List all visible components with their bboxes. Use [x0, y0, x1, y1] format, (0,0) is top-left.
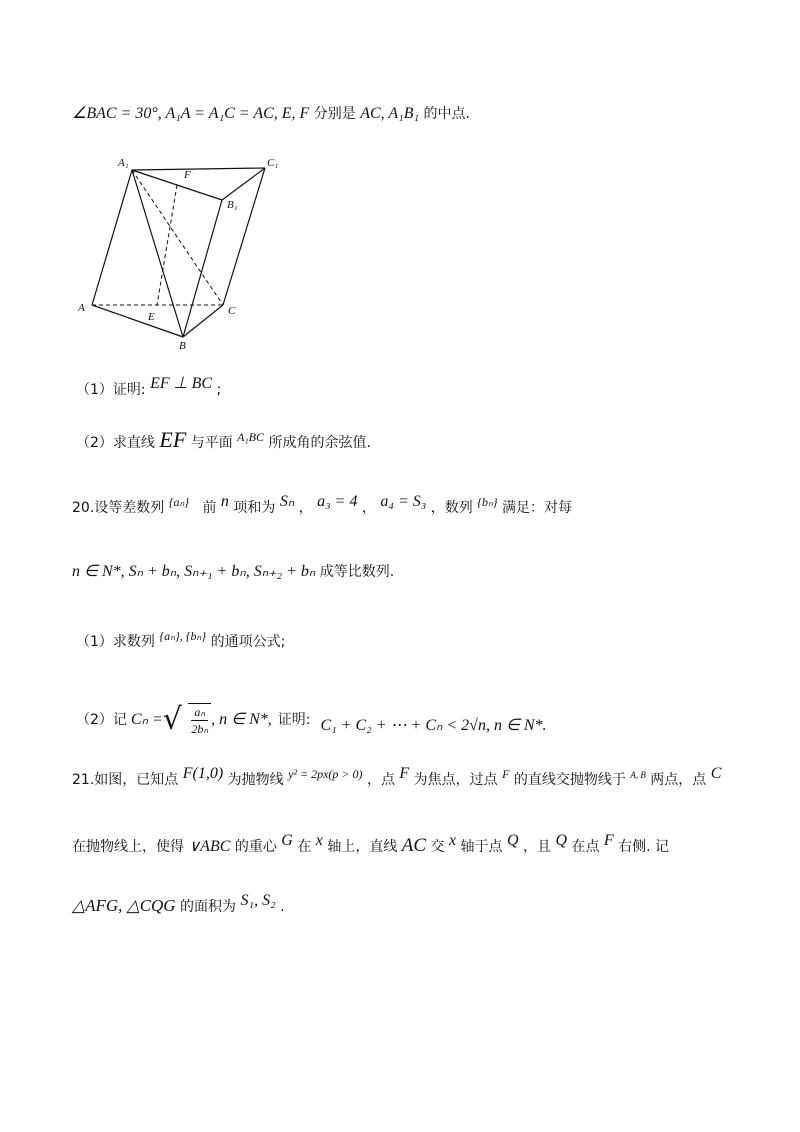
edge-b1b [183, 200, 222, 337]
q21-line2-i: 右侧. 记 [618, 839, 670, 855]
q21-line1-b: 为抛物线 [227, 772, 284, 788]
label-a: A [78, 302, 85, 314]
q20-part1 [76, 629, 286, 652]
q19-part2-text2: 所成角的余弦值. [268, 435, 371, 451]
q20-part2-c: Cₙ = [130, 711, 163, 728]
edge-ab [92, 305, 183, 337]
q21-line1-m1: F(1,0) [182, 765, 224, 782]
q20-line1-e: ， [361, 500, 376, 516]
q19-part2-math-big: EF [159, 427, 187, 452]
q19-intro-text1: 分别是 [313, 106, 356, 122]
q20-line2 [72, 562, 394, 582]
q20-line1-b: 前 [202, 500, 217, 516]
q19-part1-math: EF ⊥ BC [150, 375, 213, 392]
q21-line1-d: 为焦点，过点 [413, 772, 498, 788]
q21-line1-f: 两点，点 [650, 772, 707, 788]
q21-line1-a: 21.如图，已知点 [72, 772, 179, 788]
q21-line2-m2: G [281, 832, 293, 849]
q21-line1-m2: y² = 2px(p > 0) [288, 767, 363, 781]
q20-line1-f: ，数列 [430, 500, 473, 516]
edge-bc [183, 305, 223, 337]
q21-line3 [72, 892, 285, 917]
q20-part2-ineq: C₁ + C₂ + ⋯ + Cₙ < 2√n, n ∈ N*. [320, 717, 547, 734]
q21-line2-b: 的重心 [234, 839, 277, 855]
q20-line1-g: 满足：对每 [502, 500, 573, 516]
q21-line2-m7: Q [555, 832, 568, 849]
label-f: F [184, 169, 191, 181]
q20-part2-den: 2bₙ [191, 722, 209, 736]
q19-part2-label: （2）求直线 [76, 435, 155, 451]
label-b: B [179, 340, 186, 350]
q21-line3-a: 的面积为 [180, 899, 237, 915]
q20-line1-d: ， [298, 500, 313, 516]
q21-line2-g: ，且 [523, 839, 551, 855]
q21-line2-m6: Q [506, 832, 519, 849]
q20-line1-c: 项和为 [233, 500, 276, 516]
q20-line1 [72, 493, 573, 518]
label-a1: A₁ [118, 157, 129, 169]
q21-line3-b: . [280, 899, 285, 915]
q20-part2-num: aₙ [191, 704, 208, 721]
q20-part2-after: , n ∈ N*, [211, 711, 272, 728]
q20-line2-math: n ∈ N*, Sₙ + bₙ, Sₙ₊₁ + bₙ, Sₙ₊₂ + bₙ [72, 563, 316, 580]
q21-line2-m8: F [603, 832, 614, 849]
q21-line2-m3: x [315, 832, 323, 849]
q19-part2-text1: 与平面 [190, 435, 233, 451]
q20-line1-a: 20.设等差数列 [72, 500, 165, 516]
q21-line2-f: 轴于点 [460, 839, 503, 855]
q20-line1-m1: {aₙ} [168, 495, 190, 509]
q20-part1-label: （1）求数列 [76, 634, 155, 650]
label-b1: B₁ [227, 199, 238, 211]
q21-line1-c: ，点 [366, 772, 395, 788]
q19-intro-math2: AC, A₁B₁ [360, 105, 420, 122]
q19-intro-math: ∠BAC = 30°, A₁A = A₁C = AC, E, F [72, 105, 310, 122]
label-e: E [148, 311, 155, 323]
q21-line2 [72, 832, 670, 857]
q20-part2-label: （2）记 [76, 712, 127, 728]
q21-line1-m6: C [710, 765, 722, 782]
q21-line3-m1: △AFG, △CQG [72, 896, 176, 915]
q19-part1-label: （1）证明: [76, 382, 146, 398]
q21-line2-a: 在抛物线上，使得 [72, 839, 184, 855]
q20-line1-m4: a₃ = 4 [317, 493, 358, 510]
segment-ef-dashed [157, 185, 177, 305]
q20-part1-math: {aₙ}, {bₙ} [159, 629, 207, 643]
q19-part2-math2: A₁BC [237, 430, 265, 444]
q21-line2-d: 轴上，直线 [327, 839, 398, 855]
edge-a1a [92, 170, 132, 305]
edge-a1c-dashed [132, 170, 223, 305]
sqrt-sign [163, 703, 211, 737]
q19-part1 [76, 375, 222, 400]
radical-icon: √ [162, 702, 182, 737]
edge-c1c [223, 168, 265, 305]
q20-line1-m5: a₄ = S₃ [380, 493, 427, 510]
edge-b1c1 [222, 168, 265, 200]
q20-line2-text: 成等比数列. [319, 564, 395, 580]
q20-part1-text: 的通项公式; [210, 634, 286, 650]
q19-intro-line [72, 104, 470, 124]
q20-line1-m3: Sₙ [279, 493, 295, 510]
q21-line2-m4: AC [401, 835, 427, 856]
label-c: C [228, 305, 236, 317]
q21-line1-m3: F [399, 765, 410, 782]
q19-part1-end: ; [216, 382, 222, 398]
q19-intro-text2: 的中点. [423, 106, 470, 122]
q21-line1 [72, 765, 722, 791]
q21-line2-m1: ∨ABC [188, 838, 231, 855]
q20-line1-m6: {bₙ} [477, 495, 498, 509]
label-c1: C₁ [267, 157, 279, 169]
q21-line2-m5: x [448, 832, 457, 849]
q20-part2 [76, 698, 547, 742]
q20-part2-text: 证明: [277, 712, 311, 728]
q21-line2-c: 在 [297, 839, 312, 855]
q21-line2-h: 在点 [571, 839, 600, 855]
edge-a1c1 [132, 168, 265, 170]
q21-line3-m2: S₁, S₂ [240, 892, 276, 909]
q20-line1-m2: n [220, 493, 229, 510]
q21-line1-m5: A, B [630, 770, 646, 780]
prism-figure [60, 150, 290, 350]
q21-line1-m4: F [502, 767, 510, 781]
q21-line1-e: 的直线交抛物线于 [513, 772, 626, 788]
q20-part2-fraction [188, 703, 211, 737]
q21-line2-e: 交 [430, 839, 445, 855]
q19-part2 [76, 427, 371, 453]
